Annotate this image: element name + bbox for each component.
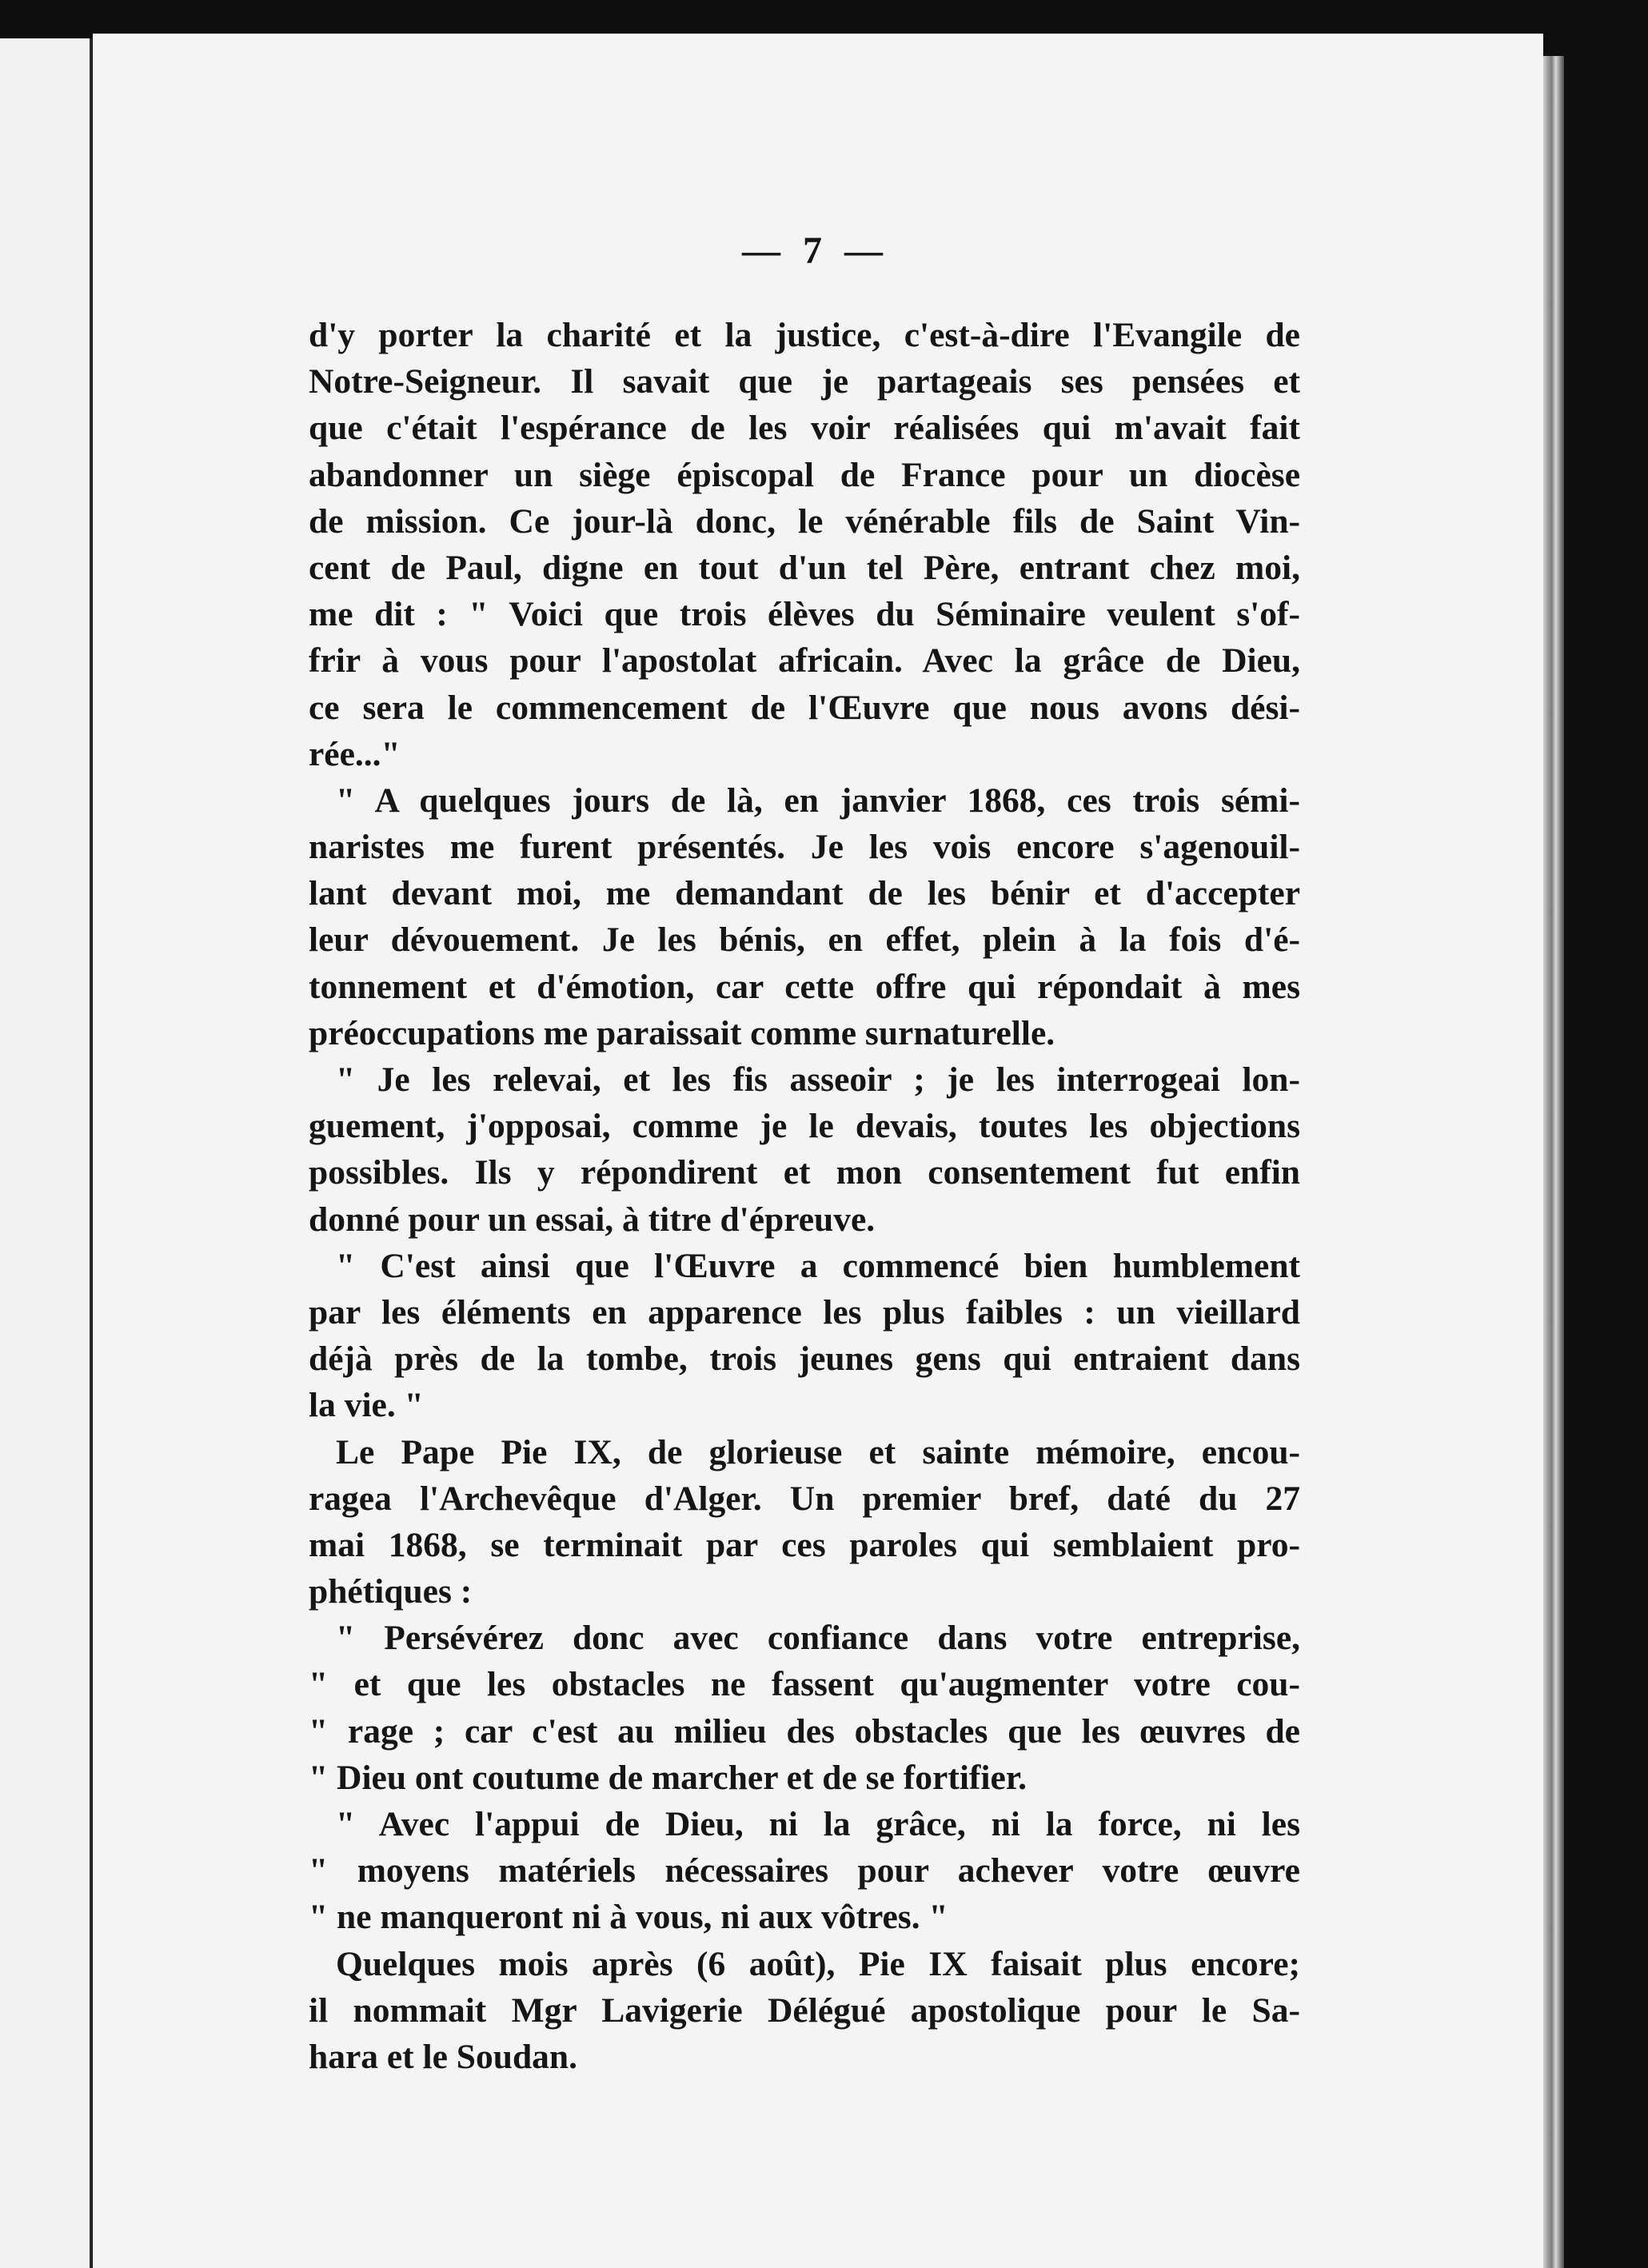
text-line: mai 1868, se terminait par ces paroles qui semblaient pro- [309,1525,1300,1564]
text-line: abandonner un siège épiscopal de France pour un diocèse [309,455,1300,494]
text-line: guement, j'opposai, comme je le devais, toutes les objections [309,1107,1300,1146]
text-line: rée..." [309,734,401,773]
text-line: naristes me furent présentés. Je les vois encore s'agenouil- [309,828,1300,867]
text-line: Le Pape Pie IX, de glorieuse et sainte mémoire, encou- [336,1432,1300,1471]
text-line: de mission. Ce jour-là donc, le vénérable fils de Saint Vin- [309,501,1300,541]
facing-page-edge [0,38,92,2268]
text-line: " Persévérez donc avec confiance dans votre entreprise, [336,1619,1300,1658]
text-line: tonnement et d'émotion, car cette offre qui répondait à mes [309,967,1300,1006]
text-line: donné pour un essai, à titre d'épreuve. [309,1200,876,1239]
text-line: " ne manqueront ni à vous, ni aux vôtres. " [309,1898,948,1937]
text-line: " et que les obstacles ne fassent qu'augmenter votre cou- [309,1665,1300,1704]
text-line: Notre-Seigneur. Il savait que je partageais ses pensées et [309,362,1300,401]
text-line: " Dieu ont coutume de marcher et de se fortifier. [309,1758,1027,1797]
text-line: phétiques : [309,1572,473,1611]
text-line: " Je les relevai, et les fis asseoir ; je les interrogeai lon- [336,1060,1300,1099]
text-line: " rage ; car c'est au milieu des obstacles que les œuvres de [309,1711,1300,1751]
text-line: il nommait Mgr Lavigerie Délégué apostolique pour le Sa- [309,1990,1300,2030]
text-line: " Avec l'appui de Dieu, ni la grâce, ni la force, ni les [336,1805,1300,1843]
text-line: ce sera le commencement de l'Œuvre que nous avons dési- [309,688,1300,727]
text-line: leur dévouement. Je les bénis, en effet, plein à la fois d'é- [309,920,1300,960]
text-line: préoccupations me paraissait comme surnaturelle. [309,1013,1055,1052]
body-text [309,312,1300,2080]
text-line: que c'était l'espérance de les voir réalisées qui m'avait fait [309,409,1300,448]
text-line: Quelques mois après (6 août), Pie IX faisait plus encore; [336,1944,1300,1983]
page-number: — 7 — [742,230,889,272]
text-line: possibles. Ils y répondirent et mon consentement fut enfin [309,1153,1300,1192]
page-stack-edge [1543,56,1564,2268]
text-line: la vie. " [309,1386,424,1425]
text-line: cent de Paul, digne en tout d'un tel Père, entrant chez moi, [309,548,1300,587]
text-line: par les éléments en apparence les plus faibles : un vieillard [309,1292,1300,1332]
text-line: lant devant moi, me demandant de les bénir et d'accepter [309,874,1300,913]
text-line: déjà près de la tombe, trois jeunes gens qui entraient dans [309,1340,1300,1379]
text-line: " moyens matériels nécessaires pour achever votre œuvre [309,1851,1300,1891]
text-line: ragea l'Archevêque d'Alger. Un premier bref, daté du 27 [309,1479,1300,1518]
text-line: hara et le Soudan. [309,2037,577,2076]
text-line: frir à vous pour l'apostolat africain. Avec la grâce de Dieu, [309,641,1300,681]
text-line: " C'est ainsi que l'Œuvre a commencé bien humblement [336,1246,1300,1285]
text-line: " A quelques jours de là, en janvier 1868, ces trois sémi- [336,781,1300,820]
text-line: d'y porter la charité et la justice, c'est-à-dire l'Evangile de [309,316,1300,354]
text-line: me dit : " Voici que trois élèves du Séminaire veulent s'of- [309,595,1300,634]
